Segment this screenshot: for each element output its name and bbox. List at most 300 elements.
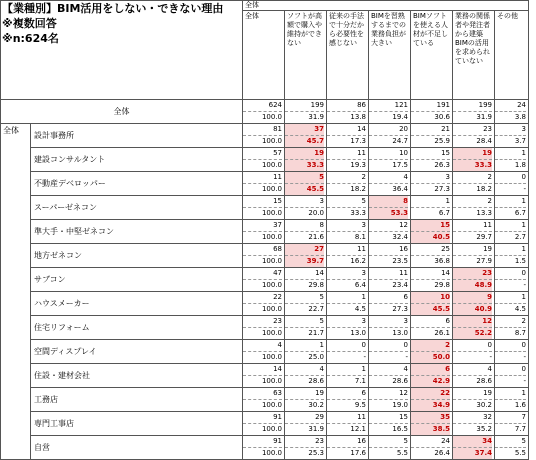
data-cell	[495, 172, 529, 196]
data-cell	[411, 292, 453, 316]
percent-value: 31.9	[285, 111, 324, 123]
count-value: 2	[521, 317, 526, 325]
row-label: 工務店	[31, 388, 243, 412]
percent-value: -	[495, 183, 526, 195]
row-label: 住設・建材会社	[31, 364, 243, 388]
count-value: 6	[361, 389, 366, 397]
percent-value: 19.4	[369, 111, 408, 123]
count-value: 11	[357, 245, 366, 253]
total-cell	[243, 100, 285, 124]
percent-value: 52.2	[453, 327, 492, 339]
percent-value: 33.3	[327, 207, 366, 219]
percent-value: 40.5	[411, 231, 450, 243]
total-cell	[411, 100, 453, 124]
count-value: 4	[403, 173, 408, 181]
count-value: 57	[273, 149, 282, 157]
count-value: 81	[273, 125, 282, 133]
count-value: 37	[273, 221, 282, 229]
percent-value: 33.3	[453, 159, 492, 171]
percent-value: 6.4	[327, 279, 366, 291]
percent-value: 30.2	[453, 399, 492, 411]
data-cell	[411, 148, 453, 172]
total-row-label: 全体	[1, 100, 243, 124]
count-value: 20	[399, 125, 408, 133]
data-cell	[243, 292, 285, 316]
table-row	[1, 244, 529, 268]
percent-value: 23.5	[369, 255, 408, 267]
total-cell	[285, 100, 327, 124]
count-value: 2	[487, 197, 492, 205]
percent-value: 18.2	[327, 183, 366, 195]
data-cell	[327, 268, 369, 292]
data-cell	[495, 196, 529, 220]
percent-value: 28.6	[369, 375, 408, 387]
count-value: 0	[521, 365, 526, 373]
percent-value: 100.0	[243, 135, 282, 147]
percent-value: 4.5	[327, 303, 366, 315]
data-cell	[285, 412, 327, 436]
percent-value: 29.8	[411, 279, 450, 291]
table-row	[1, 220, 529, 244]
column-header: 全体	[243, 11, 285, 100]
data-cell	[327, 196, 369, 220]
count-value: 11	[483, 221, 492, 229]
percent-value: 19.3	[327, 159, 366, 171]
data-cell	[243, 148, 285, 172]
data-cell	[453, 172, 495, 196]
count-value: 1	[521, 149, 526, 157]
count-value: 19	[483, 389, 492, 397]
data-cell	[411, 316, 453, 340]
corner-label: 全体	[243, 1, 529, 11]
count-value: 191	[436, 101, 450, 109]
percent-value: 100.0	[243, 255, 282, 267]
percent-value: 34.9	[411, 399, 450, 411]
count-value: 4	[319, 365, 324, 373]
count-value: 11	[273, 173, 282, 181]
data-cell	[243, 436, 285, 460]
data-cell	[285, 124, 327, 148]
data-cell	[369, 316, 411, 340]
count-value: 12	[453, 316, 492, 327]
percent-value: 100.0	[243, 207, 282, 219]
data-cell	[411, 124, 453, 148]
data-cell	[453, 292, 495, 316]
column-header: その他	[495, 11, 529, 100]
data-cell	[495, 436, 529, 460]
data-cell	[285, 340, 327, 364]
count-value: 16	[399, 245, 408, 253]
count-value: 91	[273, 437, 282, 445]
percent-value: 16.5	[369, 423, 408, 435]
count-value: 19	[483, 245, 492, 253]
percent-value: 35.2	[453, 423, 492, 435]
total-cell	[453, 100, 495, 124]
count-value: 16	[357, 437, 366, 445]
row-label: 準大手・中堅ゼネコン	[31, 220, 243, 244]
data-cell	[495, 316, 529, 340]
count-value: 0	[487, 341, 492, 349]
data-cell	[453, 316, 495, 340]
row-label: ハウスメーカー	[31, 292, 243, 316]
table-row	[1, 292, 529, 316]
data-cell	[327, 148, 369, 172]
count-value: 19	[453, 148, 492, 159]
percent-value: 1.8	[495, 159, 526, 171]
data-cell	[243, 124, 285, 148]
data-cell	[369, 340, 411, 364]
data-cell	[327, 412, 369, 436]
row-label: 空間ディスプレイ	[31, 340, 243, 364]
percent-value: 2.7	[495, 231, 526, 243]
table-row	[1, 316, 529, 340]
percent-value: 29.8	[285, 279, 324, 291]
title-line: ※n:624名	[2, 32, 59, 45]
count-value: 24	[441, 437, 450, 445]
table-row	[1, 268, 529, 292]
percent-value: 7.1	[327, 375, 366, 387]
data-cell	[285, 388, 327, 412]
count-value: 22	[273, 293, 282, 301]
percent-value: 18.2	[453, 183, 492, 195]
percent-value: 13.0	[327, 327, 366, 339]
data-cell	[411, 220, 453, 244]
row-label: 地方ゼネコン	[31, 244, 243, 268]
count-value: 14	[357, 125, 366, 133]
percent-value: 8.7	[495, 327, 526, 339]
title-line: ※複数回答	[2, 17, 57, 30]
count-value: 27	[285, 244, 324, 255]
count-value: 3	[361, 221, 366, 229]
count-value: 5	[319, 317, 324, 325]
data-cell	[369, 124, 411, 148]
data-cell	[243, 172, 285, 196]
percent-value: 21.7	[285, 327, 324, 339]
count-value: 5	[285, 172, 324, 183]
data-cell	[495, 124, 529, 148]
percent-value: 30.2	[285, 399, 324, 411]
count-value: 2	[361, 173, 366, 181]
percent-value: -	[369, 351, 408, 363]
data-cell	[369, 244, 411, 268]
percent-value: 28.4	[453, 135, 492, 147]
data-cell	[369, 172, 411, 196]
row-label: 不動産デベロッパー	[31, 172, 243, 196]
data-cell	[453, 412, 495, 436]
count-value: 8	[369, 196, 408, 207]
data-cell	[495, 244, 529, 268]
percent-value: -	[495, 351, 526, 363]
count-value: 3	[521, 125, 526, 133]
percent-value: 45.7	[285, 135, 324, 147]
count-value: 47	[273, 269, 282, 277]
row-label: 専門工事店	[31, 412, 243, 436]
count-value: 0	[521, 341, 526, 349]
percent-value: -	[495, 279, 526, 291]
percent-value: 25.0	[285, 351, 324, 363]
count-value: 0	[361, 341, 366, 349]
percent-value: 100.0	[243, 423, 282, 435]
table-row	[1, 412, 529, 436]
percent-value: 19.0	[369, 399, 408, 411]
percent-value: 26.1	[411, 327, 450, 339]
count-value: 3	[361, 317, 366, 325]
percent-value: 53.3	[369, 207, 408, 219]
data-cell	[495, 292, 529, 316]
percent-value: 3.8	[495, 111, 526, 123]
data-cell	[327, 364, 369, 388]
count-value: 624	[268, 101, 282, 109]
count-value: 1	[361, 293, 366, 301]
count-value: 3	[445, 173, 450, 181]
count-value: 21	[441, 125, 450, 133]
percent-value: 7.7	[495, 423, 526, 435]
count-value: 1	[521, 197, 526, 205]
data-cell	[453, 196, 495, 220]
data-cell	[285, 436, 327, 460]
data-cell	[495, 148, 529, 172]
percent-value: 38.5	[411, 423, 450, 435]
data-cell	[453, 220, 495, 244]
count-value: 3	[319, 197, 324, 205]
percent-value: 29.7	[453, 231, 492, 243]
data-cell	[243, 340, 285, 364]
table-row	[1, 196, 529, 220]
data-cell	[243, 196, 285, 220]
count-value: 0	[403, 341, 408, 349]
count-value: 2	[487, 173, 492, 181]
percent-value: 1.6	[495, 399, 526, 411]
percent-value: 33.3	[285, 159, 324, 171]
percent-value: 36.4	[369, 183, 408, 195]
count-value: 0	[521, 269, 526, 277]
data-cell	[411, 244, 453, 268]
data-cell	[285, 316, 327, 340]
count-value: 22	[411, 388, 450, 399]
data-cell	[411, 196, 453, 220]
data-cell	[243, 412, 285, 436]
row-label: 建設コンサルタント	[31, 148, 243, 172]
table-row	[1, 172, 529, 196]
count-value: 5	[403, 437, 408, 445]
percent-value: 6.7	[411, 207, 450, 219]
row-label: 住宅リフォーム	[31, 316, 243, 340]
count-value: 8	[319, 221, 324, 229]
count-value: 1	[521, 245, 526, 253]
data-cell	[411, 364, 453, 388]
count-value: 6	[411, 364, 450, 375]
percent-value: 25.3	[285, 447, 324, 459]
count-value: 14	[441, 269, 450, 277]
count-value: 4	[277, 341, 282, 349]
data-cell	[285, 292, 327, 316]
percent-value: 3.7	[495, 135, 526, 147]
count-value: 3	[361, 269, 366, 277]
row-label: スーパーゼネコン	[31, 196, 243, 220]
data-cell	[369, 268, 411, 292]
count-value: 14	[273, 365, 282, 373]
percent-value: 28.6	[285, 375, 324, 387]
percent-value: 100.0	[243, 159, 282, 171]
percent-value: 8.1	[327, 231, 366, 243]
percent-value: 5.5	[369, 447, 408, 459]
data-cell	[453, 148, 495, 172]
percent-value: 100.0	[243, 231, 282, 243]
count-value: 4	[403, 365, 408, 373]
count-value: 1	[521, 221, 526, 229]
table-row	[1, 124, 529, 148]
table-row	[1, 148, 529, 172]
count-value: 7	[521, 413, 526, 421]
count-value: 199	[310, 101, 324, 109]
data-cell	[327, 292, 369, 316]
count-value: 12	[399, 389, 408, 397]
percent-value: 24.7	[369, 135, 408, 147]
data-cell	[453, 124, 495, 148]
percent-value: 37.4	[453, 447, 492, 459]
percent-value: 27.9	[453, 255, 492, 267]
column-header: BIMを習熟するまでの業務負担が大きい	[369, 11, 411, 100]
data-cell	[327, 220, 369, 244]
data-cell	[285, 244, 327, 268]
percent-value: 100.0	[243, 111, 282, 123]
percent-value: 100.0	[243, 327, 282, 339]
percent-value: 22.7	[285, 303, 324, 315]
data-cell	[327, 172, 369, 196]
data-cell	[453, 268, 495, 292]
count-value: 1	[319, 341, 324, 349]
title-line: 【業種別】BIM活用をしない・できない理由	[2, 2, 224, 15]
data-cell	[369, 220, 411, 244]
data-cell	[285, 220, 327, 244]
percent-value: 50.0	[411, 351, 450, 363]
data-cell	[327, 316, 369, 340]
data-cell	[411, 436, 453, 460]
count-value: 23	[453, 268, 492, 279]
count-value: 25	[441, 245, 450, 253]
percent-value: 27.3	[411, 183, 450, 195]
data-cell	[327, 388, 369, 412]
count-value: 68	[273, 245, 282, 253]
data-cell	[369, 148, 411, 172]
data-cell	[243, 244, 285, 268]
percent-value: 26.4	[411, 447, 450, 459]
percent-value: 17.6	[327, 447, 366, 459]
percent-value: 31.9	[285, 423, 324, 435]
count-value: 10	[399, 149, 408, 157]
percent-value: 100.0	[243, 183, 282, 195]
percent-value: -	[453, 351, 492, 363]
data-cell	[411, 412, 453, 436]
percent-value: -	[495, 375, 526, 387]
percent-value: 25.9	[411, 135, 450, 147]
data-cell	[495, 340, 529, 364]
total-cell	[369, 100, 411, 124]
count-value: 35	[411, 412, 450, 423]
percent-value: 13.0	[369, 327, 408, 339]
count-value: 1	[521, 293, 526, 301]
count-value: 2	[411, 340, 450, 351]
column-header: BIMソフトを使える人材が不足している	[411, 11, 453, 100]
count-value: 9	[453, 292, 492, 303]
percent-value: 26.3	[411, 159, 450, 171]
count-value: 121	[394, 101, 408, 109]
percent-value: 13.8	[327, 111, 366, 123]
count-value: 199	[478, 101, 492, 109]
count-value: 32	[483, 413, 492, 421]
data-cell	[285, 364, 327, 388]
row-label: サブコン	[31, 268, 243, 292]
count-value: 24	[517, 101, 526, 109]
percent-value: 36.8	[411, 255, 450, 267]
percent-value: 21.6	[285, 231, 324, 243]
data-cell	[411, 268, 453, 292]
percent-value: 27.3	[369, 303, 408, 315]
percent-value: 20.0	[285, 207, 324, 219]
percent-value: 1.5	[495, 255, 526, 267]
percent-value: 9.5	[327, 399, 366, 411]
data-cell	[411, 340, 453, 364]
count-value: 1	[521, 389, 526, 397]
table-row	[1, 364, 529, 388]
percent-value: 13.3	[453, 207, 492, 219]
percent-value: 32.4	[369, 231, 408, 243]
count-value: 19	[285, 148, 324, 159]
table-title	[2, 1, 242, 46]
percent-value: 45.5	[411, 303, 450, 315]
data-cell	[327, 244, 369, 268]
count-value: 29	[315, 413, 324, 421]
percent-value: 30.6	[411, 111, 450, 123]
percent-value: -	[327, 351, 366, 363]
data-cell	[369, 388, 411, 412]
data-cell	[327, 436, 369, 460]
percent-value: 6.7	[495, 207, 526, 219]
column-header: ソフトが高額で購入や維持ができない	[285, 11, 327, 100]
count-value: 4	[487, 365, 492, 373]
data-cell	[369, 364, 411, 388]
row-label: 自営	[31, 436, 243, 460]
percent-value: 12.1	[327, 423, 366, 435]
data-cell	[243, 364, 285, 388]
data-cell	[243, 388, 285, 412]
data-cell	[369, 196, 411, 220]
data-cell	[495, 388, 529, 412]
column-header: 従来の手法で十分だから必要性を感じない	[327, 11, 369, 100]
count-value: 15	[411, 220, 450, 231]
percent-value: 17.5	[369, 159, 408, 171]
data-cell	[411, 172, 453, 196]
count-value: 34	[453, 436, 492, 447]
data-cell	[453, 436, 495, 460]
percent-value: 42.9	[411, 375, 450, 387]
data-cell	[369, 412, 411, 436]
count-value: 0	[521, 173, 526, 181]
count-value: 91	[273, 413, 282, 421]
data-cell	[243, 316, 285, 340]
percent-value: 4.5	[495, 303, 526, 315]
data-cell	[243, 268, 285, 292]
data-cell	[453, 364, 495, 388]
count-value: 5	[319, 293, 324, 301]
count-value: 6	[403, 293, 408, 301]
data-cell	[411, 388, 453, 412]
percent-value: 100.0	[243, 375, 282, 387]
percent-value: 100.0	[243, 279, 282, 291]
count-value: 11	[399, 269, 408, 277]
count-value: 11	[357, 413, 366, 421]
data-cell	[453, 244, 495, 268]
